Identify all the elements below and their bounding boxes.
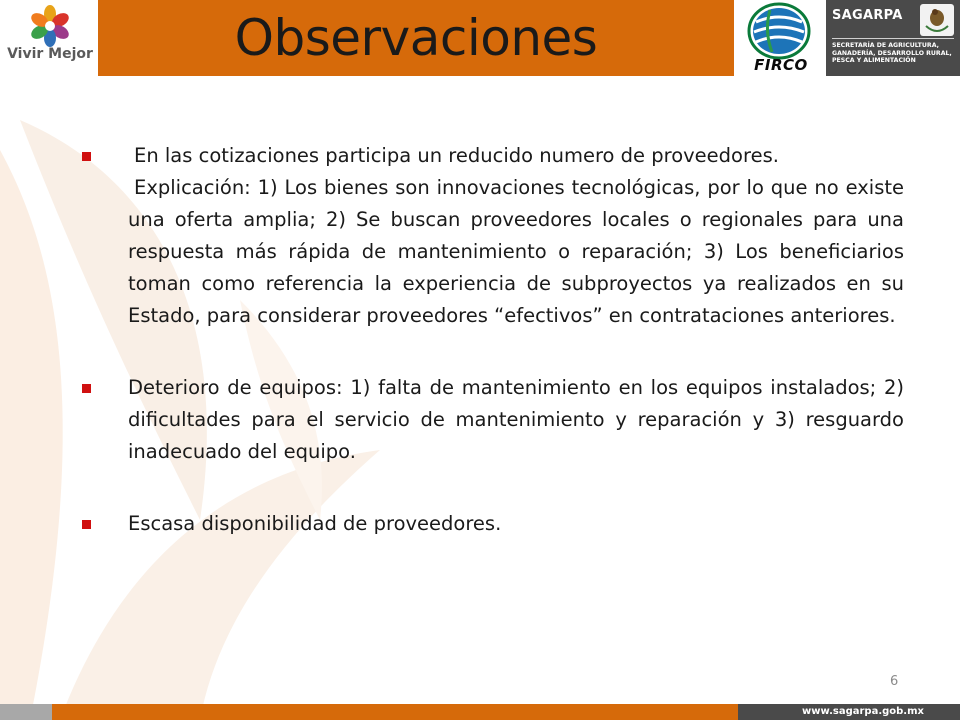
bullet-square-icon — [82, 384, 91, 393]
bullet-square-icon — [82, 520, 91, 529]
page-number: 6 — [890, 674, 899, 689]
explanation-paragraph — [82, 172, 904, 332]
firco-globe-icon — [746, 2, 812, 60]
footer-bar-right — [738, 704, 960, 720]
sagarpa-divider — [832, 38, 954, 39]
bullet-square-icon — [82, 152, 91, 161]
firco-text: FIRCO — [754, 56, 808, 74]
bullet-text-2: Deterioro de equipos: 1) falta de mantenimiento en los equipos instalados; 2) dificultades para el servicio de mantenimiento y reparación y 3) resguardo inadecuado del equipo. — [128, 376, 904, 463]
bullet-item — [82, 508, 904, 540]
bullet-text-1: En las cotizaciones participa un reducido numero de proveedores. — [134, 144, 779, 167]
footer-url: www.sagarpa.gob.mx — [802, 706, 924, 717]
vivir-mejor-logo — [0, 0, 98, 76]
firco-logo — [738, 0, 824, 76]
explanation-text: Explicación: 1) Los bienes son innovaciones tecnológicas, por lo que no existe una oferta amplia; 2) Se buscan proveedores locales o regionales para una respuesta más rápida de mantenimiento o reparación; 3) Los beneficiarios toman como referencia la experiencia de subproyectos ya realizados en su Estado, para considerar proveedores “efectivos” en contrataciones anteriores. — [128, 176, 904, 327]
sagarpa-subtitle: SECRETARÍA DE AGRICULTURA, GANADERÍA, DESARROLLO RURAL, PESCA Y ALIMENTACIÓN — [832, 42, 952, 64]
bullet-item — [82, 372, 904, 468]
sagarpa-name: SAGARPA — [832, 8, 903, 23]
mexico-shield-icon — [920, 4, 954, 36]
bullet-item — [82, 140, 904, 172]
footer-bar-left — [0, 704, 52, 720]
footer-bar-orange — [52, 704, 738, 720]
sagarpa-logo — [826, 0, 960, 76]
vivir-mejor-text: Vivir Mejor — [7, 46, 93, 62]
title-bar — [98, 0, 734, 76]
slide-content — [82, 140, 904, 540]
vivir-mejor-flower-icon — [28, 4, 72, 48]
page-title: Observaciones — [234, 9, 598, 67]
bullet-text-3: Escasa disponibilidad de proveedores. — [128, 512, 502, 535]
